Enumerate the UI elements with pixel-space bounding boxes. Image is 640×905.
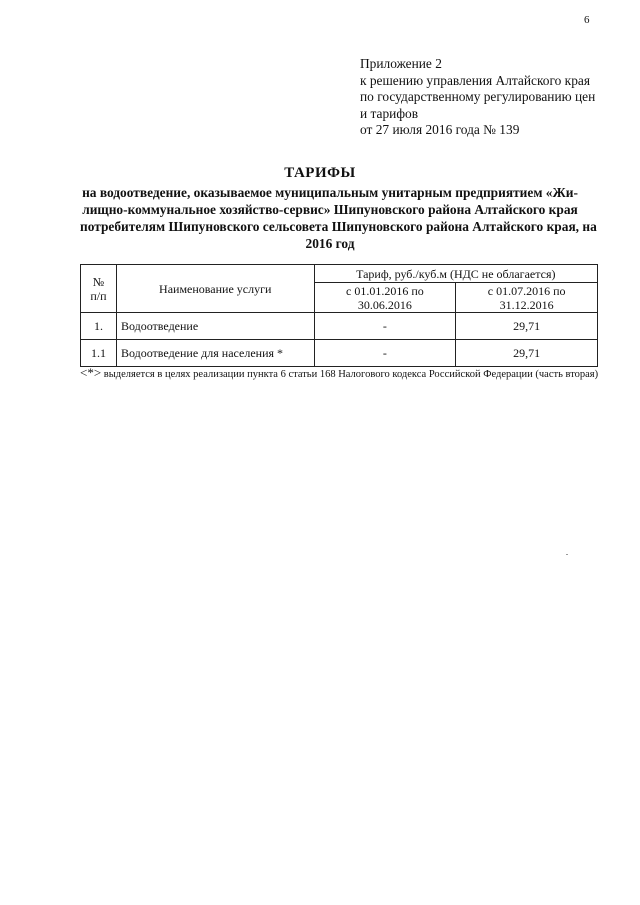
row-number: 1. [81, 313, 117, 340]
footnote [80, 366, 600, 382]
appendix-line: от 27 июля 2016 года № 139 [360, 122, 520, 137]
period-1-end: 30.06.2016 [357, 297, 412, 312]
row-period-2-value: 29,71 [456, 340, 598, 367]
subtitle-line: на водоотведение, оказываемое муниципальным унитарным предприятием «Жи- [82, 185, 578, 200]
appendix-line: по государственному регулированию цен [360, 89, 596, 104]
period-1-start: с 01.01.2016 по [346, 283, 424, 298]
footnote-mark: <*> [80, 365, 102, 380]
appendix-line: и тарифов [360, 105, 419, 121]
document-title: ТАРИФЫ [284, 165, 356, 181]
row-period-1-value: - [314, 340, 456, 367]
header-number-cell [81, 265, 117, 313]
header-service-cell: Наименование услуги [116, 265, 314, 313]
appendix-line: к решению управления Алтайского края [360, 72, 590, 88]
header-number-symbol: № [92, 274, 105, 289]
footnote-text: выделяется в целях реализации пункта 6 статьи 168 Налогового кодекса Российской Федерации (часть вторая) [101, 369, 599, 380]
page-number: 6 [584, 14, 590, 26]
scan-speck [566, 554, 568, 555]
table-row [81, 313, 598, 340]
period-2-end: 31.12.2016 [499, 297, 554, 312]
subtitle-line: лищно-коммунальное хозяйство-сервис» Шипуновского района Алтайского края [82, 202, 578, 217]
header-period-1 [314, 283, 456, 313]
table-header-row [81, 265, 598, 283]
subtitle-line: потребителям Шипуновского сельсовета Шипуновского района Алтайского края, на [80, 219, 597, 234]
appendix-line: Приложение 2 [360, 56, 442, 71]
document-subtitle [80, 184, 597, 252]
row-period-2-value: 29,71 [456, 313, 598, 340]
appendix-reference [360, 56, 620, 139]
header-number-abbr: п/п [90, 288, 107, 303]
tariff-table [80, 264, 598, 367]
row-service: Водоотведение [116, 313, 314, 340]
row-number: 1.1 [81, 340, 117, 367]
subtitle-line: 2016 год [305, 236, 355, 251]
table-row [81, 340, 598, 367]
header-period-2 [456, 283, 598, 313]
header-tariff-group: Тариф, руб./куб.м (НДС не облагается) [314, 265, 597, 283]
period-2-start: с 01.07.2016 по [487, 283, 566, 298]
row-period-1-value: - [314, 313, 456, 340]
row-service: Водоотведение для населения * [116, 340, 314, 367]
